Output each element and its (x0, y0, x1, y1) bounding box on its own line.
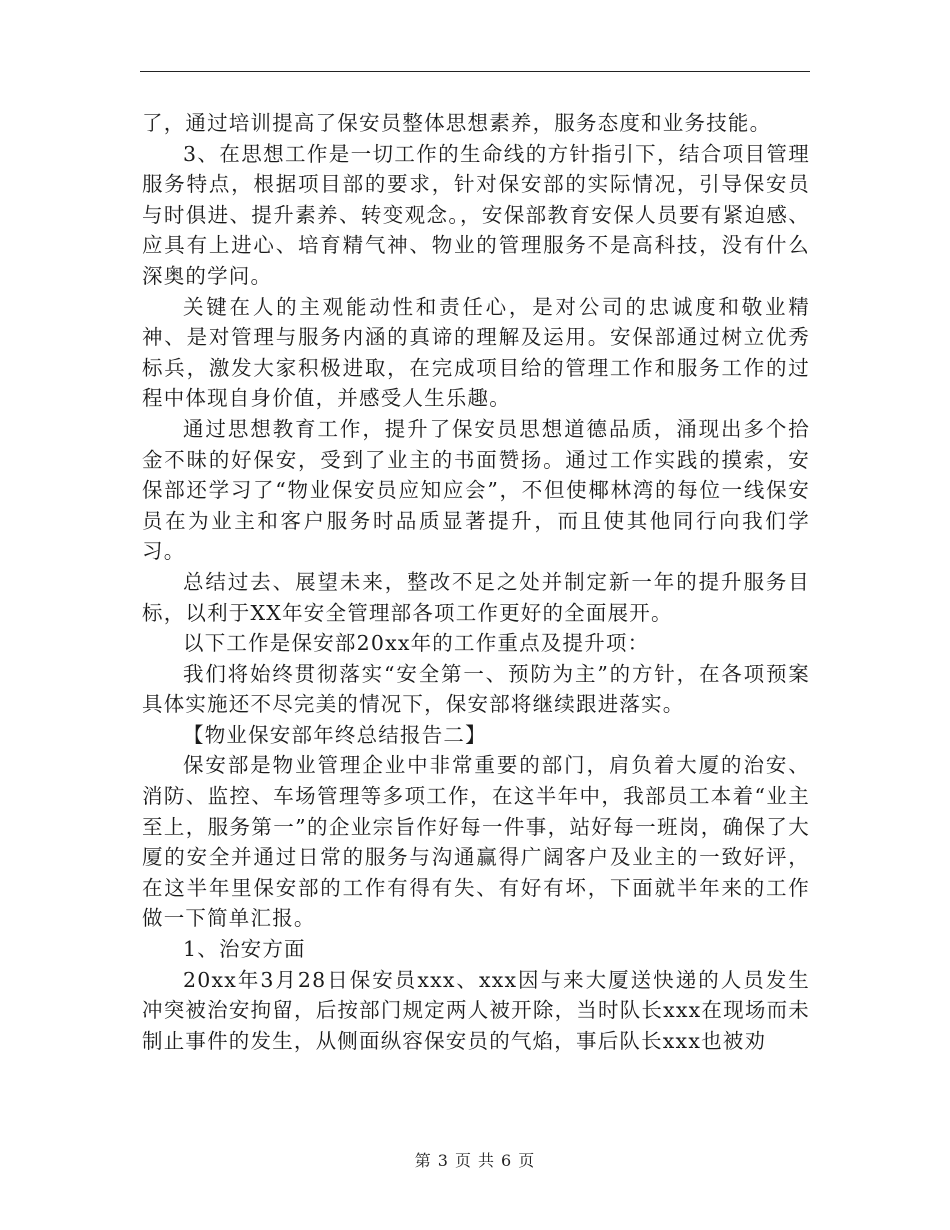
document-body (142, 108, 810, 1056)
page-footer (0, 1148, 950, 1171)
paragraph: 关键在人的主观能动性和责任心，是对公司的忠诚度和敬业精神、是对管理与服务内涵的真谛的理解及运用。安保部通过树立优秀标兵，激发大家积极进取，在完成项目给的管理工作和服务工作的过程中体现自身价值，并感受人生乐趣。 (142, 294, 810, 411)
footer-total-word: 共 (478, 1151, 496, 1170)
paragraph: 总结过去、展望未来，整改不足之处并制定新一年的提升服务目标，以利于XX年安全管理部各项工作更好的全面展开。 (142, 569, 810, 625)
footer-suffix: 页 (518, 1151, 536, 1170)
current-page-number: 3 (437, 1151, 449, 1170)
paragraph: 了，通过培训提高了保安员整体思想素养，服务态度和业务技能。 (142, 111, 772, 135)
section-heading: 【物业保安部年终总结报告二】 (183, 722, 487, 747)
paragraph: 以下工作是保安部20xx年的工作重点及提升项： (183, 631, 650, 656)
subsection-heading: 1、治安方面 (183, 937, 306, 962)
paragraph: 我们将始终贯彻落实“安全第一、预防为主”的方针，在各项预案具体实施还不尽完美的情况下，保安部将继续跟进落实。 (142, 661, 810, 717)
paragraph: 保安部是物业管理企业中非常重要的部门，肩负着大厦的治安、消防、监控、车场管理等多项工作，在这半年中，我部员工本着“业主至上，服务第一”的企业宗旨作好每一件事，站好每一班岗，确保了大厦的安全并通过日常的服务与沟通赢得广阔客户及业主的一致好评，在这半年里保安部的工作有得有失、有好有坏，下面就半年来的工作做一下简单汇报。 (142, 753, 810, 931)
footer-page-word: 页 (454, 1151, 472, 1170)
header-rule (140, 71, 810, 72)
total-pages-number: 6 (501, 1151, 513, 1170)
paragraph: 20xx年3月28日保安员xxx、xxx因与来大厦送快递的人员发生冲突被治安拘留，后按部门规定两人被开除，当时队长xxx在现场而未制止事件的发生，从侧面纵容保安员的气焰，事后队长xxx也被劝 (142, 967, 810, 1053)
paragraph: 3、在思想工作是一切工作的生命线的方针指引下，结合项目管理服务特点，根据项目部的要求，针对保安部的实际情况，引导保安员与时俱进、提升素养、转变观念。，安保部教育安保人员要有紧迫感、应具有上进心、培育精气神、物业的管理服务不是高科技，没有什么深奥的学问。 (142, 141, 810, 288)
paragraph: 通过思想教育工作，提升了保安员思想道德品质，涌现出多个拾金不昧的好保安，受到了业主的书面赞扬。通过工作实践的摸索，安保部还学习了“物业保安员应知应会”，不但使椰林湾的每位一线保安员在为业主和客户服务时品质显著提升，而且使其他同行向我们学习。 (142, 416, 810, 564)
footer-prefix: 第 (414, 1151, 432, 1170)
